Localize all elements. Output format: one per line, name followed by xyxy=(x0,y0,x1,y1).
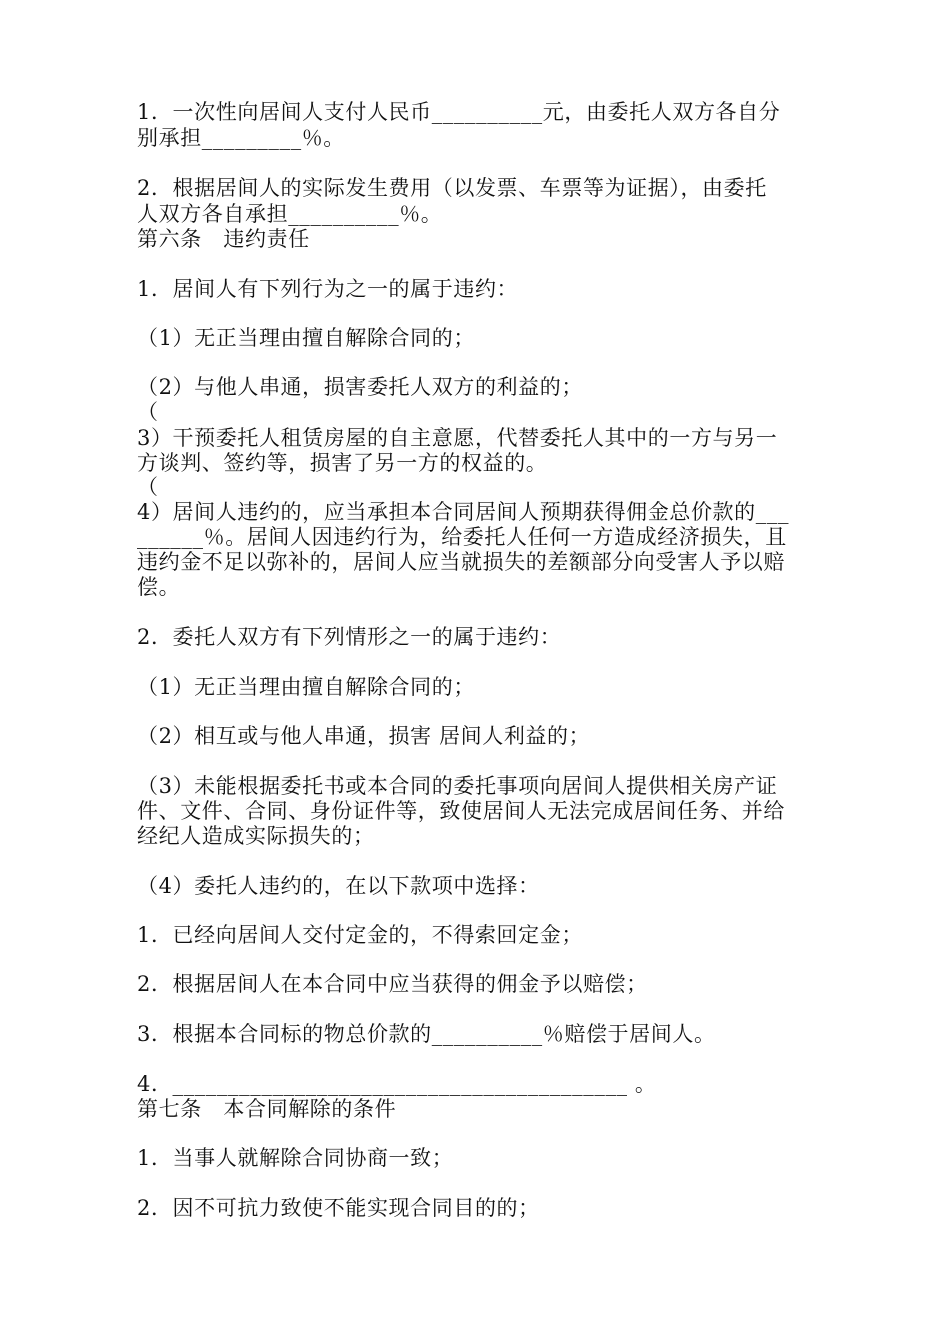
text-line: 件、文件、合同、身份证件等，致使居间人无法完成居间任务、并给 xyxy=(137,799,785,823)
text-line: 别承担_________％。 xyxy=(137,126,345,150)
text-line: 1．一次性向居间人支付人民币__________元，由委托人双方各自分 xyxy=(137,100,781,124)
text-line: （ xyxy=(137,400,159,424)
text-line: 2．因不可抗力致使不能实现合同目的的； xyxy=(137,1196,540,1220)
text-line: （1）无正当理由擅自解除合同的； xyxy=(137,675,475,699)
section-heading: 第六条 违约责任 xyxy=(137,227,310,251)
text-line: 2．根据居间人在本合同中应当获得的佣金予以赔偿； xyxy=(137,972,648,996)
text-line: 4）居间人违约的，应当承担本合同居间人预期获得佣金总价款的___ xyxy=(137,500,790,524)
text-line: 1．已经向居间人交付定金的，不得索回定金； xyxy=(137,923,583,947)
text-line: ______％。居间人因违约行为，给委托人任何一方造成经济损失，且 xyxy=(137,525,787,549)
text-line: 1．居间人有下列行为之一的属于违约： xyxy=(137,277,519,301)
text-line: （2）与他人串通，损害委托人双方的利益的； xyxy=(137,375,583,399)
text-line: 违约金不足以弥补的，居间人应当就损失的差额部分向受害人予以赔 xyxy=(137,550,785,574)
text-line: 偿。 xyxy=(137,575,181,599)
text-line: 2．根据居间人的实际发生费用（以发票、车票等为证据），由委托 xyxy=(137,176,767,200)
text-line: 3．根据本合同标的物总价款的__________％赔偿于居间人。 xyxy=(137,1022,716,1046)
text-line: 方谈判、签约等，损害了另一方的权益的。 xyxy=(137,451,548,475)
text-line: 经纪人造成实际损失的； xyxy=(137,824,375,848)
text-line: 人双方各自承担__________％。 xyxy=(137,202,443,226)
text-line: 1．当事人就解除合同协商一致； xyxy=(137,1146,454,1170)
text-line: 2．委托人双方有下列情形之一的属于违约： xyxy=(137,625,562,649)
section-heading: 第七条 本合同解除的条件 xyxy=(137,1097,397,1121)
text-line: （4）委托人违约的，在以下款项中选择： xyxy=(137,874,540,898)
text-line: 4．_________________________________________ 。 xyxy=(137,1072,657,1096)
text-line: （2）相互或与他人串通，损害 居间人利益的； xyxy=(137,724,591,748)
text-line: （3）未能根据委托书或本合同的委托事项向居间人提供相关房产证 xyxy=(137,774,778,798)
text-line: 3）干预委托人租赁房屋的自主意愿，代替委托人其中的一方与另一 xyxy=(137,426,778,450)
text-line: （1）无正当理由擅自解除合同的； xyxy=(137,326,475,350)
text-line: （ xyxy=(137,475,159,499)
